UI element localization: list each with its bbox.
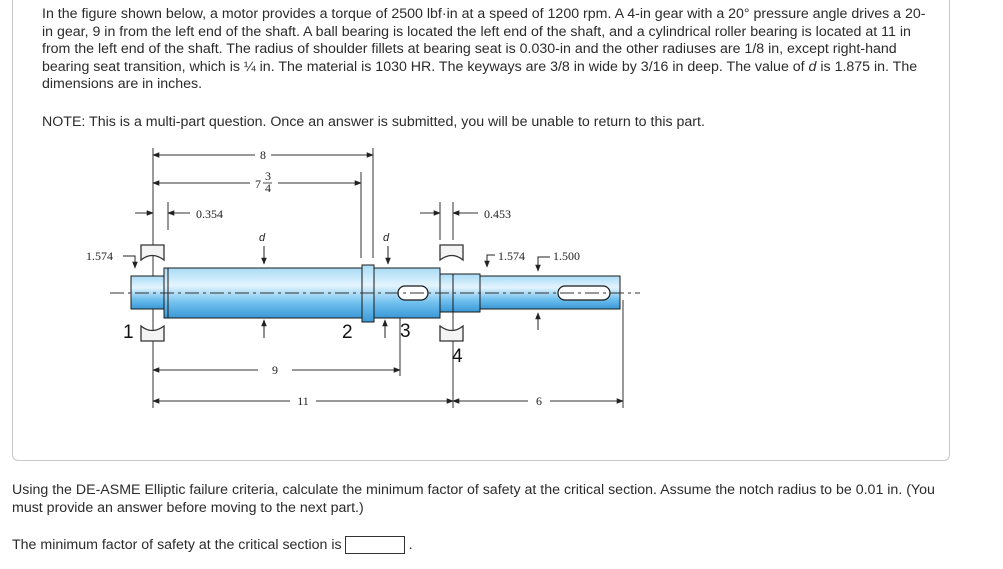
answer-period: . xyxy=(408,537,413,553)
problem-text-part2: is 1.875 in. The dimensions are in inches. xyxy=(42,58,918,93)
frac-num: 3 xyxy=(265,169,271,183)
dim-9-label: 9 xyxy=(272,363,278,377)
callout-1574-right xyxy=(487,255,495,267)
section-1: 1 xyxy=(123,322,134,343)
problem-text-part1: In the figure shown below, a motor provides a torque of 2500 lbf·in at a speed of 1200 rpm. A 4-in gear with a 20° pressure angle drives a 20-in gear, 9 in from the left end of the shaft. A ball bearing is located the left end of the shaft, and a cylindrical roller bearing is located at 11 in from the left end of the shaft. The radius of shoulder fillets at bearing seat is 0.030-in and the other radiuses are 1/8 in, except right-hand bearing seat transition, which is ¼ in. The material is 1030 HR. The keyways are 3/8 in wide by 3/16 in deep. The value of xyxy=(42,6,926,75)
note-text: NOTE: This is a multi-part question. Once an answer is submitted, you will be unable to return to this part. xyxy=(42,114,705,130)
section-3: 3 xyxy=(400,321,411,342)
dim-8-label: 8 xyxy=(260,148,266,162)
dim-11-label: 11 xyxy=(297,394,309,408)
callout-1574-left xyxy=(123,256,135,268)
section-4: 4 xyxy=(452,346,463,367)
dim-6-label: 6 xyxy=(536,394,542,408)
dim-0354-label: 0.354 xyxy=(196,207,223,221)
dim-1500-label: 1.500 xyxy=(553,249,580,263)
d-label-right: d xyxy=(382,232,390,244)
shaft-figure xyxy=(80,140,660,415)
frac-den: 4 xyxy=(265,181,271,195)
variable-d: d xyxy=(808,58,817,75)
answer-label: The minimum factor of safety at the critical section is xyxy=(12,537,342,553)
answer-input[interactable] xyxy=(345,536,405,554)
dim-7-label: 7 xyxy=(255,177,261,191)
dim-1574-left-label: 1.574 xyxy=(86,249,113,263)
section-2: 2 xyxy=(342,322,353,343)
bottom-dimensions xyxy=(153,370,623,401)
dim-1574-right-label: 1.574 xyxy=(498,249,525,263)
top-dimensions xyxy=(135,155,478,213)
callout-1500 xyxy=(538,257,550,271)
part-question: Using the DE-ASME Elliptic failure criteria, calculate the minimum factor of safety at the critical section. Assume the notch radius to be 0.01 in. (You must provide an answer before moving to the next part.) xyxy=(12,482,935,516)
dim-0453-label: 0.453 xyxy=(484,207,511,221)
problem-statement xyxy=(42,6,932,94)
d-label-left: d xyxy=(258,232,266,244)
shaft-diagram xyxy=(80,140,660,415)
answer-row xyxy=(12,536,413,554)
